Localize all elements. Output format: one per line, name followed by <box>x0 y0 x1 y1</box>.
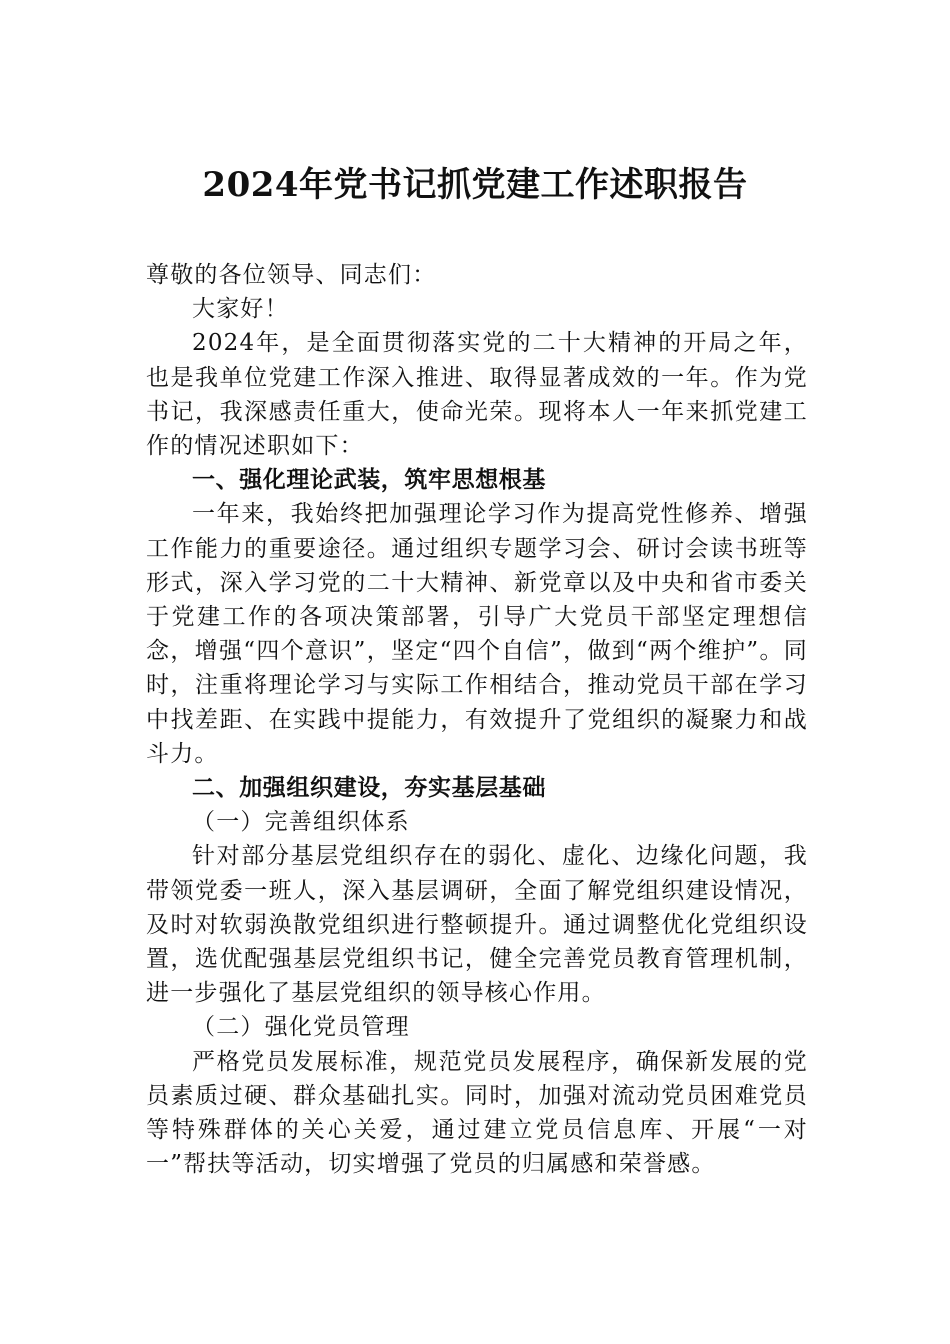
section-2-sub-2-heading: （二）强化党员管理 <box>192 1014 410 1041</box>
section-2-sub-1-heading: （一）完善组织体系 <box>192 809 410 836</box>
section-2-heading: 二、加强组织建设，夯实基层基础 <box>192 775 546 802</box>
greeting: 大家好！ <box>192 296 289 323</box>
document-title: 2024年党书记抓党建工作述职报告 <box>202 165 748 205</box>
intro-paragraph: 2024年，是全面贯彻落实党的二十大精神的开局之年，也是我单位党建工作深入推进、取得显著成效的一年。作为党书记，我深感责任重大，使命光荣。现将本人一年来抓党建工作的情况述职如下： <box>146 330 808 460</box>
section-1-heading: 一、强化理论武装，筑牢思想根基 <box>192 467 546 494</box>
document-body <box>146 258 808 1181</box>
section-1-paragraph: 一年来，我始终把加强理论学习作为提高党性修养、增强工作能力的重要途径。通过组织专题学习会、研讨会读书班等形式，深入学习党的二十大精神、新党章以及中央和省市委关于党建工作的各项决策部署，引导广大党员干部坚定理想信念，增强“四个意识”，坚定“四个自信”，做到“两个维护”。同时，注重将理论学习与实际工作相结合，推动党员干部在学习中找差距、在实践中提能力，有效提升了党组织的凝聚力和战斗力。 <box>146 501 808 767</box>
salutation: 尊敬的各位领导、同志们： <box>146 262 437 288</box>
section-2-sub-1-paragraph: 针对部分基层党组织存在的弱化、虚化、边缘化问题，我带领党委一班人，深入基层调研，全面了解党组织建设情况，及时对软弱涣散党组织进行整顿提升。通过调整优化党组织设置，选优配强基层党组织书记，健全完善党员教育管理机制，进一步强化了基层党组织的领导核心作用。 <box>146 843 808 1007</box>
section-2-sub-2-paragraph: 严格党员发展标准，规范党员发展程序，确保新发展的党员素质过硬、群众基础扎实。同时，加强对流动党员困难党员等特殊群体的关心关爱，通过建立党员信息库、开展“一对一”帮扶等活动，切实增强了党员的归属感和荣誉感。 <box>146 1048 808 1178</box>
